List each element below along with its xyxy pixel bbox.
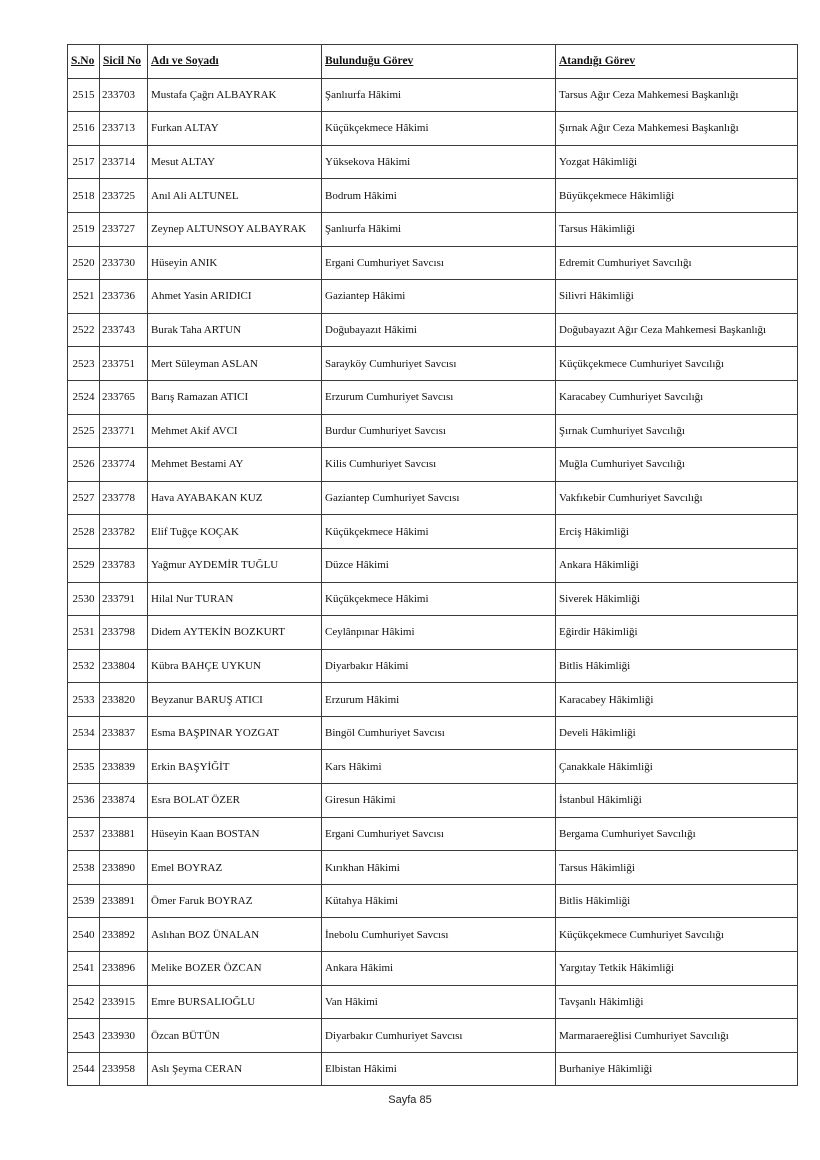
cell-assigned-position: Erciş Hâkimliği: [556, 515, 798, 549]
cell-sno: 2540: [68, 918, 100, 952]
cell-assigned-position: Yozgat Hâkimliği: [556, 145, 798, 179]
cell-current-position: Küçükçekmece Hâkimi: [322, 515, 556, 549]
cell-sno: 2530: [68, 582, 100, 616]
cell-sicil-no: 233713: [100, 112, 148, 146]
cell-sicil-no: 233891: [100, 884, 148, 918]
cell-current-position: Ergani Cumhuriyet Savcısı: [322, 246, 556, 280]
cell-name: Ahmet Yasin ARIDICI: [148, 280, 322, 314]
cell-sno: 2543: [68, 1019, 100, 1053]
table-row: [68, 918, 798, 952]
cell-name: Hüseyin Kaan BOSTAN: [148, 817, 322, 851]
cell-name: Yağmur AYDEMİR TUĞLU: [148, 548, 322, 582]
cell-current-position: Kütahya Hâkimi: [322, 884, 556, 918]
cell-assigned-position: Siverek Hâkimliği: [556, 582, 798, 616]
cell-current-position: Erzurum Hâkimi: [322, 683, 556, 717]
cell-current-position: Doğubayazıt Hâkimi: [322, 313, 556, 347]
cell-sicil-no: 233820: [100, 683, 148, 717]
table-row: [68, 985, 798, 1019]
cell-sno: 2538: [68, 851, 100, 885]
cell-assigned-position: Bergama Cumhuriyet Savcılığı: [556, 817, 798, 851]
cell-sno: 2532: [68, 649, 100, 683]
cell-current-position: Kilis Cumhuriyet Savcısı: [322, 448, 556, 482]
cell-sno: 2515: [68, 78, 100, 112]
cell-sno: 2541: [68, 952, 100, 986]
cell-name: Melike BOZER ÖZCAN: [148, 952, 322, 986]
cell-sicil-no: 233839: [100, 750, 148, 784]
table-row: [68, 112, 798, 146]
cell-sicil-no: 233915: [100, 985, 148, 1019]
cell-sicil-no: 233765: [100, 380, 148, 414]
table-row: [68, 380, 798, 414]
cell-sicil-no: 233892: [100, 918, 148, 952]
cell-assigned-position: Silivri Hâkimliği: [556, 280, 798, 314]
table-row: [68, 851, 798, 885]
cell-current-position: Yüksekova Hâkimi: [322, 145, 556, 179]
cell-assigned-position: Bitlis Hâkimliği: [556, 884, 798, 918]
cell-sno: 2534: [68, 716, 100, 750]
cell-current-position: Düzce Hâkimi: [322, 548, 556, 582]
cell-sicil-no: 233958: [100, 1052, 148, 1086]
header-current-position: Bulunduğu Görev: [322, 45, 556, 79]
cell-assigned-position: Tarsus Ağır Ceza Mahkemesi Başkanlığı: [556, 78, 798, 112]
cell-assigned-position: Muğla Cumhuriyet Savcılığı: [556, 448, 798, 482]
table-row: [68, 784, 798, 818]
table-row: [68, 683, 798, 717]
cell-name: Burak Taha ARTUN: [148, 313, 322, 347]
cell-name: Zeynep ALTUNSOY ALBAYRAK: [148, 212, 322, 246]
cell-assigned-position: Bitlis Hâkimliği: [556, 649, 798, 683]
cell-sno: 2526: [68, 448, 100, 482]
cell-assigned-position: Develi Hâkimliği: [556, 716, 798, 750]
header-name: Adı ve Soyadı: [148, 45, 322, 79]
cell-current-position: Diyarbakır Hâkimi: [322, 649, 556, 683]
cell-assigned-position: Doğubayazıt Ağır Ceza Mahkemesi Başkanlığı: [556, 313, 798, 347]
cell-name: Emre BURSALIOĞLU: [148, 985, 322, 1019]
cell-assigned-position: Küçükçekmece Cumhuriyet Savcılığı: [556, 347, 798, 381]
cell-name: Hüseyin ANIK: [148, 246, 322, 280]
cell-assigned-position: Marmaraereğlisi Cumhuriyet Savcılığı: [556, 1019, 798, 1053]
cell-sicil-no: 233881: [100, 817, 148, 851]
table-row: [68, 347, 798, 381]
cell-current-position: Ceylânpınar Hâkimi: [322, 616, 556, 650]
cell-name: Hilal Nur TURAN: [148, 582, 322, 616]
cell-sno: 2539: [68, 884, 100, 918]
table-row: [68, 548, 798, 582]
table-header: [68, 45, 798, 79]
cell-current-position: Bodrum Hâkimi: [322, 179, 556, 213]
cell-sicil-no: 233736: [100, 280, 148, 314]
table-row: [68, 716, 798, 750]
cell-name: Ömer Faruk BOYRAZ: [148, 884, 322, 918]
cell-current-position: Küçükçekmece Hâkimi: [322, 582, 556, 616]
cell-name: Mesut ALTAY: [148, 145, 322, 179]
cell-current-position: Gaziantep Hâkimi: [322, 280, 556, 314]
cell-current-position: Burdur Cumhuriyet Savcısı: [322, 414, 556, 448]
cell-assigned-position: Küçükçekmece Cumhuriyet Savcılığı: [556, 918, 798, 952]
page-number: Sayfa 85: [388, 1094, 432, 1106]
table-body: [68, 78, 798, 1086]
cell-sno: 2528: [68, 515, 100, 549]
cell-current-position: Kars Hâkimi: [322, 750, 556, 784]
cell-sicil-no: 233727: [100, 212, 148, 246]
cell-assigned-position: Karacabey Cumhuriyet Savcılığı: [556, 380, 798, 414]
table-row: [68, 448, 798, 482]
cell-sno: 2533: [68, 683, 100, 717]
table-row: [68, 616, 798, 650]
cell-current-position: Kırıkhan Hâkimi: [322, 851, 556, 885]
cell-current-position: Erzurum Cumhuriyet Savcısı: [322, 380, 556, 414]
cell-sicil-no: 233874: [100, 784, 148, 818]
table-row: [68, 78, 798, 112]
cell-assigned-position: Tarsus Hâkimliği: [556, 212, 798, 246]
cell-assigned-position: Karacabey Hâkimliği: [556, 683, 798, 717]
cell-sicil-no: 233837: [100, 716, 148, 750]
cell-sicil-no: 233743: [100, 313, 148, 347]
cell-sno: 2527: [68, 481, 100, 515]
cell-assigned-position: İstanbul Hâkimliği: [556, 784, 798, 818]
cell-sno: 2524: [68, 380, 100, 414]
cell-sicil-no: 233730: [100, 246, 148, 280]
cell-sicil-no: 233804: [100, 649, 148, 683]
cell-name: Aslıhan BOZ ÜNALAN: [148, 918, 322, 952]
cell-name: Mehmet Bestami AY: [148, 448, 322, 482]
cell-sno: 2517: [68, 145, 100, 179]
cell-name: Furkan ALTAY: [148, 112, 322, 146]
cell-sicil-no: 233783: [100, 548, 148, 582]
cell-sno: 2525: [68, 414, 100, 448]
cell-current-position: Bingöl Cumhuriyet Savcısı: [322, 716, 556, 750]
cell-name: Anıl Ali ALTUNEL: [148, 179, 322, 213]
cell-sno: 2516: [68, 112, 100, 146]
cell-assigned-position: Şırnak Cumhuriyet Savcılığı: [556, 414, 798, 448]
cell-name: Barış Ramazan ATICI: [148, 380, 322, 414]
table-row: [68, 884, 798, 918]
table-row: [68, 1019, 798, 1053]
cell-name: Mustafa Çağrı ALBAYRAK: [148, 78, 322, 112]
table-row: [68, 179, 798, 213]
cell-name: Mehmet Akif AVCI: [148, 414, 322, 448]
cell-sno: 2531: [68, 616, 100, 650]
cell-current-position: Ergani Cumhuriyet Savcısı: [322, 817, 556, 851]
cell-name: Esma BAŞPINAR YOZGAT: [148, 716, 322, 750]
header-row: [68, 45, 798, 79]
table-row: [68, 246, 798, 280]
cell-name: Aslı Şeyma CERAN: [148, 1052, 322, 1086]
cell-sno: 2535: [68, 750, 100, 784]
table-row: [68, 481, 798, 515]
table-row: [68, 1052, 798, 1086]
header-sicil-no: Sicil No: [100, 45, 148, 79]
cell-sicil-no: 233751: [100, 347, 148, 381]
cell-assigned-position: Edremit Cumhuriyet Savcılığı: [556, 246, 798, 280]
cell-current-position: Giresun Hâkimi: [322, 784, 556, 818]
cell-sicil-no: 233930: [100, 1019, 148, 1053]
cell-sicil-no: 233896: [100, 952, 148, 986]
header-sno: S.No: [68, 45, 100, 79]
table-row: [68, 280, 798, 314]
cell-current-position: İnebolu Cumhuriyet Savcısı: [322, 918, 556, 952]
cell-sno: 2518: [68, 179, 100, 213]
cell-assigned-position: Yargıtay Tetkik Hâkimliği: [556, 952, 798, 986]
table-row: [68, 515, 798, 549]
cell-assigned-position: Vakfıkebir Cumhuriyet Savcılığı: [556, 481, 798, 515]
cell-current-position: Sarayköy Cumhuriyet Savcısı: [322, 347, 556, 381]
cell-sno: 2519: [68, 212, 100, 246]
header-assigned-position: Atandığı Görev: [556, 45, 798, 79]
cell-name: Kübra BAHÇE UYKUN: [148, 649, 322, 683]
cell-sicil-no: 233778: [100, 481, 148, 515]
table-row: [68, 649, 798, 683]
cell-current-position: Van Hâkimi: [322, 985, 556, 1019]
cell-name: Elif Tuğçe KOÇAK: [148, 515, 322, 549]
cell-current-position: Ankara Hâkimi: [322, 952, 556, 986]
cell-current-position: Küçükçekmece Hâkimi: [322, 112, 556, 146]
appointment-table: [67, 44, 798, 1086]
cell-sno: 2522: [68, 313, 100, 347]
cell-assigned-position: Burhaniye Hâkimliği: [556, 1052, 798, 1086]
cell-sno: 2544: [68, 1052, 100, 1086]
cell-name: Esra BOLAT ÖZER: [148, 784, 322, 818]
cell-current-position: Diyarbakır Cumhuriyet Savcısı: [322, 1019, 556, 1053]
table-row: [68, 817, 798, 851]
cell-assigned-position: Ankara Hâkimliği: [556, 548, 798, 582]
cell-assigned-position: Eğirdir Hâkimliği: [556, 616, 798, 650]
table-row: [68, 582, 798, 616]
table-row: [68, 145, 798, 179]
cell-sno: 2537: [68, 817, 100, 851]
cell-current-position: Şanlıurfa Hâkimi: [322, 78, 556, 112]
cell-name: Beyzanur BARUŞ ATICI: [148, 683, 322, 717]
cell-sicil-no: 233725: [100, 179, 148, 213]
table-row: [68, 414, 798, 448]
cell-assigned-position: Tavşanlı Hâkimliği: [556, 985, 798, 1019]
cell-sno: 2536: [68, 784, 100, 818]
cell-name: Özcan BÜTÜN: [148, 1019, 322, 1053]
cell-current-position: Şanlıurfa Hâkimi: [322, 212, 556, 246]
cell-sicil-no: 233774: [100, 448, 148, 482]
cell-name: Erkin BAŞYİĞİT: [148, 750, 322, 784]
cell-assigned-position: Büyükçekmece Hâkimliği: [556, 179, 798, 213]
cell-sicil-no: 233890: [100, 851, 148, 885]
cell-current-position: Gaziantep Cumhuriyet Savcısı: [322, 481, 556, 515]
cell-sicil-no: 233714: [100, 145, 148, 179]
table-row: [68, 952, 798, 986]
cell-assigned-position: Çanakkale Hâkimliği: [556, 750, 798, 784]
cell-name: Hava AYABAKAN KUZ: [148, 481, 322, 515]
cell-name: Didem AYTEKİN BOZKURT: [148, 616, 322, 650]
cell-sno: 2523: [68, 347, 100, 381]
cell-sicil-no: 233791: [100, 582, 148, 616]
cell-current-position: Elbistan Hâkimi: [322, 1052, 556, 1086]
cell-assigned-position: Şırnak Ağır Ceza Mahkemesi Başkanlığı: [556, 112, 798, 146]
table-row: [68, 313, 798, 347]
cell-sno: 2521: [68, 280, 100, 314]
table-row: [68, 212, 798, 246]
cell-assigned-position: Tarsus Hâkimliği: [556, 851, 798, 885]
cell-sicil-no: 233798: [100, 616, 148, 650]
table-row: [68, 750, 798, 784]
cell-sicil-no: 233703: [100, 78, 148, 112]
cell-sno: 2529: [68, 548, 100, 582]
cell-sicil-no: 233771: [100, 414, 148, 448]
cell-sno: 2520: [68, 246, 100, 280]
cell-sno: 2542: [68, 985, 100, 1019]
cell-sicil-no: 233782: [100, 515, 148, 549]
cell-name: Mert Süleyman ASLAN: [148, 347, 322, 381]
cell-name: Emel BOYRAZ: [148, 851, 322, 885]
